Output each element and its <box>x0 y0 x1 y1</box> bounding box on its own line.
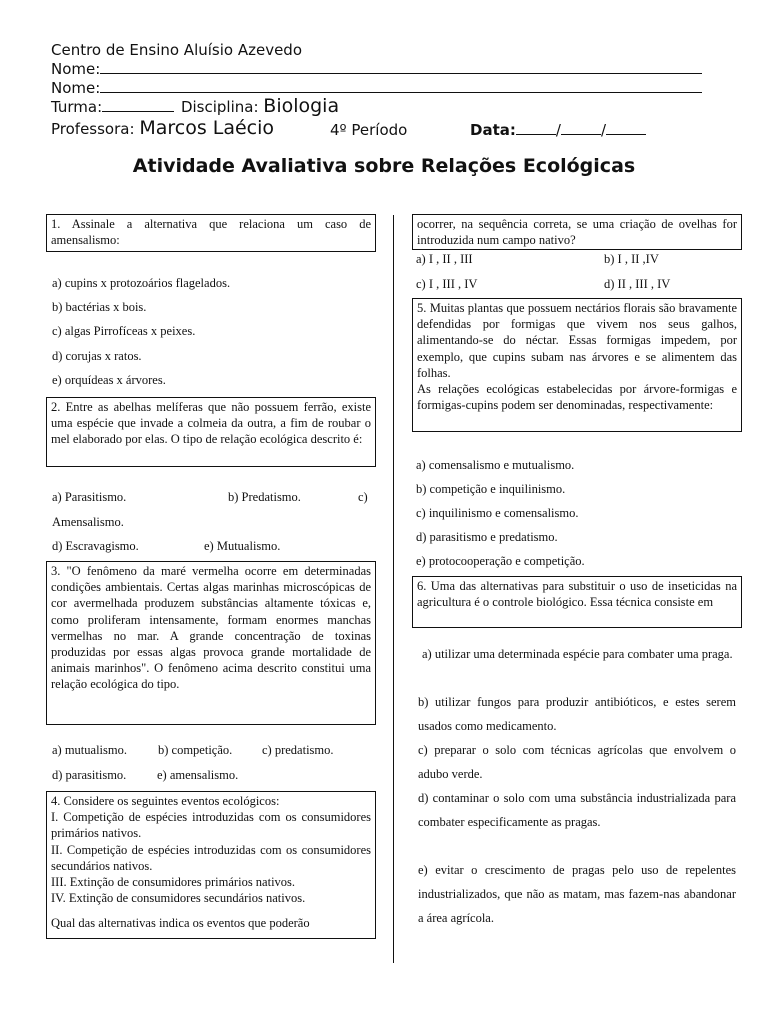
school-name: Centro de Ensino Aluísio Azevedo <box>51 41 303 59</box>
teacher-label: Professora: <box>51 120 135 138</box>
q4-option-d[interactable]: d) II , III , IV <box>604 277 671 291</box>
q5-option-b[interactable]: b) competição e inquilinismo. <box>416 482 566 496</box>
class-label: Turma: <box>51 98 103 116</box>
question-4-question-start: Qual das alternativas indica os eventos que poderão <box>51 916 310 931</box>
q3-option-b[interactable]: b) competição. <box>158 743 233 757</box>
question-6-text: 6. Uma das alternativas para substituir o uso de inseticidas na agricultura é o controle biológico. Essa técnica consiste em <box>417 579 737 610</box>
class-subject-row <box>51 97 339 117</box>
q2-option-b[interactable]: b) Predatismo. <box>228 490 301 504</box>
q6-option-b[interactable]: b) utilizar fungos para produzir antibióticos, e estes serem usados como medicamento. <box>418 695 736 733</box>
subject-label: Disciplina: <box>180 98 259 116</box>
name-blank-1[interactable] <box>100 61 702 74</box>
q1-option-d[interactable]: d) corujas x ratos. <box>52 349 142 363</box>
q4-option-a[interactable]: a) I , II , III <box>416 252 473 266</box>
date-label: Data: <box>470 121 516 139</box>
question-4-item-3: III. Extinção de consumidores primários nativos. <box>51 875 296 890</box>
question-4-continuation-box <box>412 214 742 250</box>
name-blank-2[interactable] <box>100 80 702 93</box>
q5-option-c[interactable]: c) inquilinismo e comensalismo. <box>416 506 579 520</box>
question-4-intro: 4. Considere os seguintes eventos ecológicos: <box>51 794 280 808</box>
q3-option-e[interactable]: e) amensalismo. <box>157 768 239 782</box>
q4-option-c[interactable]: c) I , III , IV <box>416 277 478 291</box>
q6-option-e[interactable]: e) evitar o crescimento de pragas pelo uso de repelentes industrializados, que não as matam, mas fazem-nas abandonar a área agrícola. <box>418 863 736 925</box>
question-5-text-2: As relações ecológicas estabelecidas por árvore-formigas e formigas-cupins podem ser denominadas, respectivamente: <box>417 382 737 413</box>
question-4-item-2: II. Competição de espécies introduzidas com os consumidores secundários nativos. <box>51 842 371 873</box>
q2-option-a[interactable]: a) Parasitismo. <box>52 490 127 504</box>
q6-option-c[interactable]: c) preparar o solo com técnicas agrícolas que envolvem o adubo verde. <box>418 743 736 781</box>
q2-option-c-cont[interactable]: Amensalismo. <box>52 515 124 529</box>
name-field-2[interactable] <box>51 79 702 98</box>
date-sep-1: / <box>555 121 561 139</box>
column-divider <box>393 215 394 963</box>
q5-option-d[interactable]: d) parasitismo e predatismo. <box>416 530 558 544</box>
q5-option-e[interactable]: e) protocooperação e competição. <box>416 554 585 568</box>
question-1-box <box>46 214 376 252</box>
question-4-question-end: ocorrer, na sequência correta, se uma criação de ovelhas for introduzida num campo nativo? <box>417 217 737 248</box>
date-sep-2: / <box>600 121 606 139</box>
question-1-text: 1. Assinale a alternativa que relaciona um caso de amensalismo: <box>51 217 371 248</box>
q1-option-b[interactable]: b) bactérias x bois. <box>52 300 147 314</box>
question-3-box <box>46 561 376 725</box>
question-6-box <box>412 576 742 628</box>
q5-option-a[interactable]: a) comensalismo e mutualismo. <box>416 458 575 472</box>
name-label-1: Nome: <box>51 60 101 78</box>
q1-option-a[interactable]: a) cupins x protozoários flagelados. <box>52 276 231 290</box>
q4-option-b[interactable]: b) I , II ,IV <box>604 252 659 266</box>
question-4-item-4: IV. Extinção de consumidores secundários nativos. <box>51 891 306 906</box>
q2-option-d[interactable]: d) Escravagismo. <box>52 539 139 553</box>
name-label-2: Nome: <box>51 79 101 97</box>
date-year-blank[interactable] <box>606 122 646 135</box>
q6-option-d[interactable]: d) contaminar o solo com uma substância industrializada para combater especificamente as pragas. <box>418 791 736 829</box>
teacher-value: Marcos Laécio <box>139 117 275 139</box>
question-2-box <box>46 397 376 467</box>
date-month-blank[interactable] <box>561 122 601 135</box>
q3-option-c[interactable]: c) predatismo. <box>262 743 334 757</box>
q2-option-c[interactable]: c) <box>358 490 368 504</box>
q3-option-d[interactable]: d) parasitismo. <box>52 768 127 782</box>
q2-option-e[interactable]: e) Mutualismo. <box>204 539 281 553</box>
subject-value: Biologia <box>263 95 340 117</box>
q3-option-a[interactable]: a) mutualismo. <box>52 743 127 757</box>
q1-option-e[interactable]: e) orquídeas x árvores. <box>52 373 166 387</box>
q6-option-a[interactable]: a) utilizar uma determinada espécie para combater uma praga. <box>422 647 733 661</box>
question-5-box <box>412 298 742 432</box>
period-label: 4º Período <box>330 121 408 139</box>
class-blank[interactable] <box>102 99 174 112</box>
question-4-box <box>46 791 376 939</box>
page-title: Atividade Avaliativa sobre Relações Ecológicas <box>132 155 636 177</box>
date-field[interactable] <box>470 121 646 140</box>
name-field-1[interactable] <box>51 60 702 79</box>
q1-option-c[interactable]: c) algas Pirrofíceas x peixes. <box>52 324 196 338</box>
question-5-text-1: 5. Muitas plantas que possuem nectários florais são bravamente defendidas por formigas que vivem nos seus galhos, alimentando-se do néctar. Essas formigas impedem, por exemplo, que cupins subam nas árvores e se alimentem das folhas. <box>417 301 737 380</box>
question-2-text: 2. Entre as abelhas melíferas que não possuem ferrão, existe uma espécie que invade a colmeia da outra, a fim de roubar o mel elaborado por elas. O tipo de relação ecológica descrito é: <box>51 400 371 447</box>
teacher-row <box>51 119 274 139</box>
question-4-item-1: I. Competição de espécies introduzidas com os consumidores primários nativos. <box>51 810 371 841</box>
date-day-blank[interactable] <box>516 122 556 135</box>
question-3-text: 3. "O fenômeno da maré vermelha ocorre em determinadas condições ambientais. Certas algas marinhas microscópicas de cor avermelhada produzem substâncias altamente tóxicas e, como proliferam intensamente, formam enormes manchas vermelhas no mar. A grande concentração de toxinas produzidas por essas algas provoca grande mortalidade de animais marinhos". O fenômeno acima descrito constitui uma relação ecológica do tipo. <box>51 564 371 692</box>
